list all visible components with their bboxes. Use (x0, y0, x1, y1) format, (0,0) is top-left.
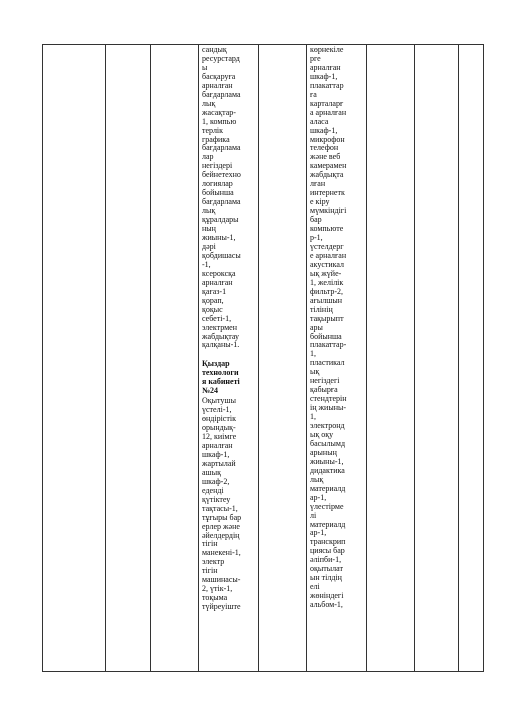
spacer (199, 350, 258, 359)
table-cell-1 (43, 45, 106, 672)
table-row (43, 45, 484, 672)
table-cell-2 (106, 45, 151, 672)
table-cell-5 (259, 45, 307, 672)
table-cell-7 (367, 45, 415, 672)
table-cell-3 (151, 45, 199, 672)
equipment-list-part2: Оқытушы үстелі-1, өндірістік орындық- 12, киімге арналған шкаф-1, жартылай ашық шкаф-2, еденді қүтіктеу тақтасы-1, тұғыры бар ерлер және әйелдердің тігін манекені-1, электр тігін машинасы- 2, үтік-1, тоқыма түйреуіште (202, 396, 242, 612)
equipment-list-col6: көрнекіле рге арналған шкаф-1, плакаттар ға карталарғ а арналған аласа шкаф-1, микрофон телефон жəне веб камерамен жабдықта лған интернетк е кіру мүмкіндігі бар компьюте р-1, үстелдерг е арналған акустикал ық жүйе- 1, желілік фильтр-2, ағылшын тілінің тақырыпт ары бойынша плакаттар- 1, пластикал ық негіздегі қабырға стендтерін ің жиыны- 1, электронд ық оқу басылымд арының жиыны-1, дидактика лық материалд ар-1, үлестірме лі материалд ар-1, транскрип циясы бар əліпби-1, оқытылат ын тілдің елі жөніндегі альбом-1, (310, 45, 347, 610)
table-cell-equipment-list-2 (307, 45, 367, 672)
table-cell-8 (415, 45, 459, 672)
equipment-list-part1: сандық ресурстард ы басқаруға арналған бағдарлама лық жасақтар- 1, компью терлік графика бағдарлама лар негіздері бейнетехно логиялар бойынша бағдарлама лық құралдары ның жиыны-1, дәрі қобдишасы -1, ксероксқа арналған қағаз-1 қорап, қоқыс себеті-1, электрмен жабдықтау қалқаны-1. (202, 45, 241, 350)
equipment-table (42, 44, 484, 672)
cabinet-heading: Қыздар технологи я кабинеті №24 (202, 359, 240, 396)
table-cell-equipment-list (199, 45, 259, 672)
table-cell-9 (459, 45, 484, 672)
